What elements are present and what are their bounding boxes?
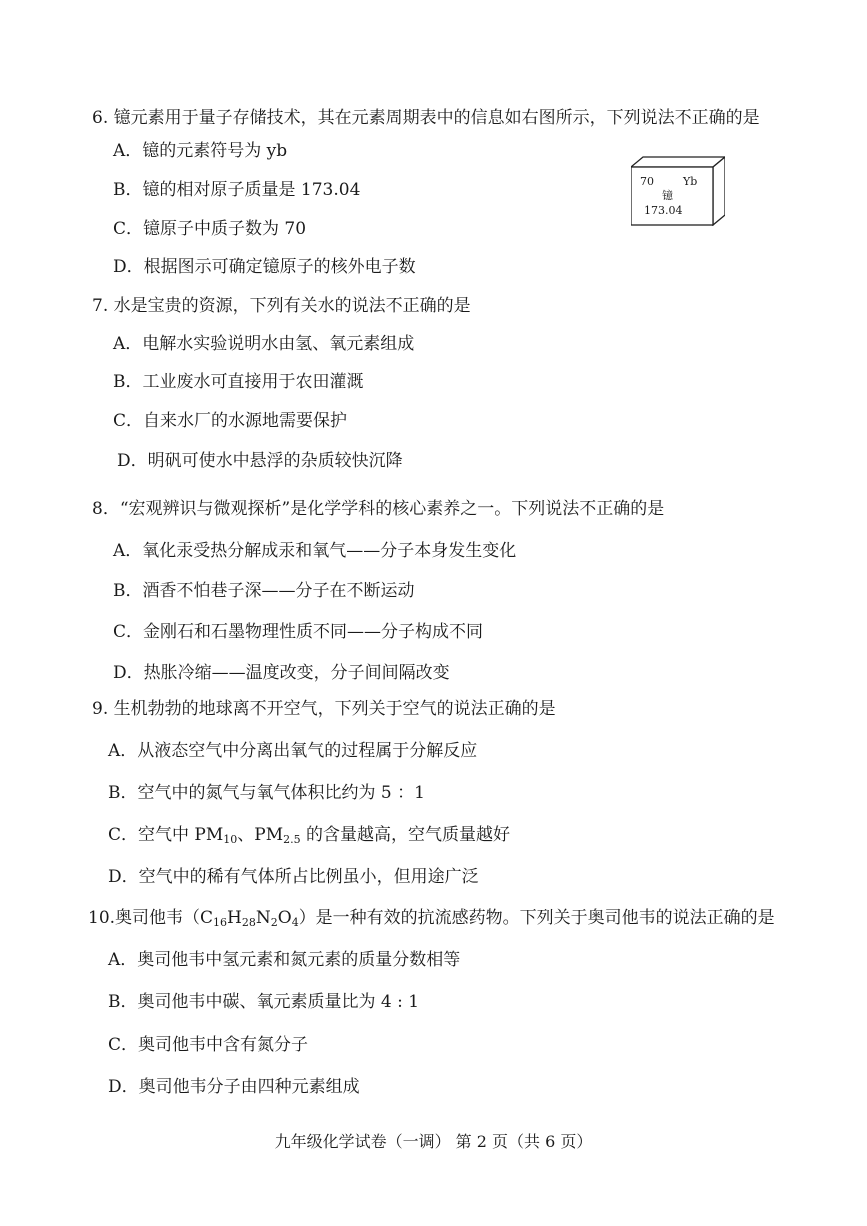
question-9-option-c [108, 824, 510, 846]
formula-subscript-h: 28 [241, 916, 256, 929]
question-7-option-d: D．明矾可使水中悬浮的杂质较快沉降 [117, 451, 403, 471]
formula-subscript-o: 4 [291, 916, 299, 929]
stem-text-start: 10.奥司他韦（C [88, 908, 214, 928]
option-c-text-start: C．空气中 PM [108, 825, 224, 845]
formula-element-n: N [255, 908, 271, 928]
question-8-stem: 8．“宏观辨识与微观探析”是化学学科的核心素养之一。下列说法不正确的是 [92, 499, 665, 519]
page-footer: 九年级化学试卷（一调） 第 2 页（共 6 页） [274, 1132, 593, 1151]
question-10-option-c: C．奥司他韦中含有氮分子 [108, 1035, 309, 1055]
question-9-option-b: B．空气中的氮气与氧气体积比约为 5 ：1 [108, 783, 425, 803]
formula-subscript-c: 16 [213, 916, 228, 929]
question-8-option-a: A．氧化汞受热分解成汞和氧气——分子本身发生变化 [113, 541, 517, 561]
periodic-element-tile [631, 155, 725, 226]
question-10-option-a: A．奥司他韦中氢元素和氮元素的质量分数相等 [108, 950, 461, 970]
question-7-option-a: A．电解水实验说明水由氢、氧元素组成 [113, 334, 415, 354]
option-c-text-end: 的含量越高，空气质量越好 [300, 825, 511, 845]
formula-element-o: O [277, 908, 292, 928]
question-7-option-b: B．工业废水可直接用于农田灌溉 [113, 372, 364, 392]
formula-subscript-n: 2 [270, 916, 278, 929]
question-6-stem: 6. 镱元素用于量子存储技术，其在元素周期表中的信息如右图所示，下列说法不正确的是 [92, 108, 760, 128]
question-6-option-b: B．镱的相对原子质量是 173.04 [113, 180, 361, 200]
question-9-option-d: D．空气中的稀有气体所占比例虽小，但用途广泛 [108, 867, 479, 887]
question-9-stem: 9. 生机勃勃的地球离不开空气，下列关于空气的说法正确的是 [92, 699, 556, 719]
question-8-option-c: C．金刚石和石墨物理性质不同——分子构成不同 [113, 622, 484, 642]
question-7-option-c: C．自来水厂的水源地需要保护 [113, 411, 348, 431]
pm25-subscript: 2.5 [283, 833, 301, 846]
question-6-option-c: C．镱原子中质子数为 70 [113, 219, 307, 239]
stem-text-end: ）是一种有效的抗流感药物。下列关于奥司他韦的说法正确的是 [298, 908, 775, 928]
question-7-stem: 7. 水是宝贵的资源，下列有关水的说法不正确的是 [92, 296, 471, 316]
question-8-option-b: B．酒香不怕巷子深——分子在不断运动 [113, 581, 415, 601]
element-symbol: Yb [683, 175, 698, 188]
formula-element-h: H [227, 908, 242, 928]
element-atomic-mass: 173.04 [644, 204, 683, 217]
question-6-option-d: D．根据图示可确定镱原子的核外电子数 [113, 257, 416, 277]
question-10-stem [88, 907, 775, 929]
question-8-option-d: D．热胀冷缩——温度改变，分子间间隔改变 [113, 663, 450, 683]
element-name: 镱 [662, 189, 673, 202]
question-6-option-a: A．镱的元素符号为 yb [113, 141, 288, 161]
pm10-subscript: 10 [223, 833, 238, 846]
question-9-option-a: A．从液态空气中分离出氧气的过程属于分解反应 [108, 741, 478, 761]
question-10-option-d: D．奥司他韦分子由四种元素组成 [108, 1077, 360, 1097]
element-atomic-number: 70 [640, 175, 654, 188]
question-10-option-b: B．奥司他韦中碳、氧元素质量比为 4 : 1 [108, 992, 420, 1012]
option-c-text-middle: 、PM [237, 825, 284, 845]
